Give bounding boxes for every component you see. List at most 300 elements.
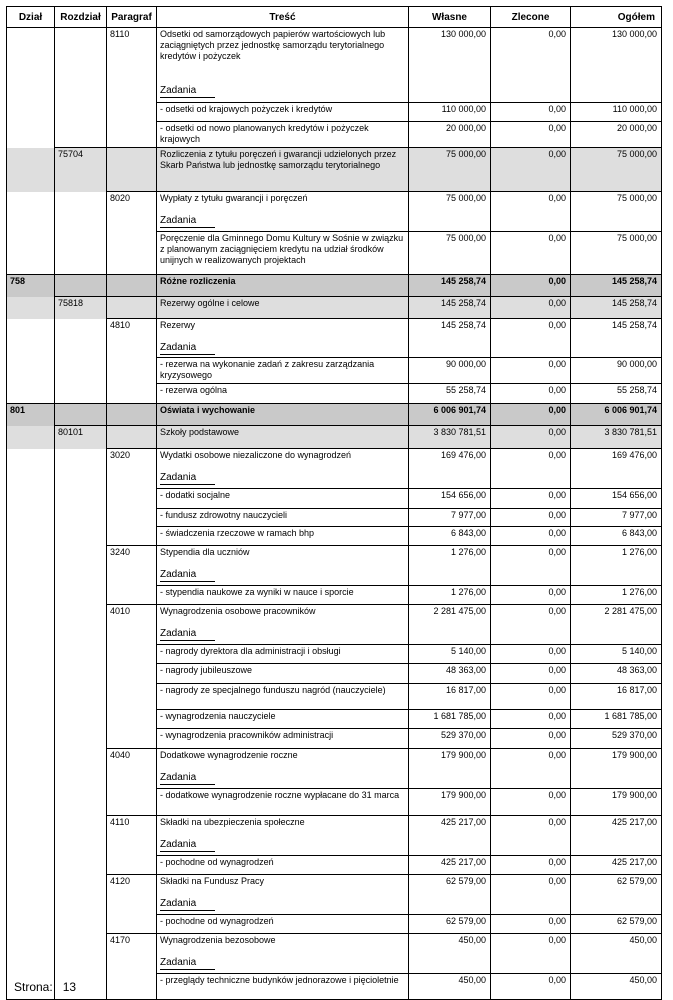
cell-dzial — [7, 319, 55, 341]
cell-paragraf — [107, 358, 157, 384]
cell-paragraf — [107, 789, 157, 816]
cell-tresc: - przeglądy techniczne budynków jednorazowe i pięcioletnie — [157, 974, 409, 1000]
cell-paragraf — [107, 232, 157, 275]
cell-zlecone: 0,00 — [491, 28, 571, 84]
cell-ogolem: 154 656,00 — [571, 489, 662, 509]
table-row — [7, 838, 662, 856]
cell-ogolem: 1 276,00 — [571, 586, 662, 605]
table-row — [7, 232, 662, 275]
cell-dzial — [7, 771, 55, 789]
cell-zlecone: 0,00 — [491, 974, 571, 1000]
cell-rozdzial — [55, 838, 107, 856]
cell-rozdzial — [55, 897, 107, 915]
cell-zlecone: 0,00 — [491, 729, 571, 749]
cell-dzial — [7, 627, 55, 645]
cell-dzial — [7, 471, 55, 489]
cell-ogolem: 7 977,00 — [571, 509, 662, 527]
cell-dzial: 801 — [7, 404, 55, 426]
table-row — [7, 28, 662, 84]
cell-rozdzial — [55, 28, 107, 84]
cell-zlecone: 0,00 — [491, 710, 571, 729]
table-row — [7, 489, 662, 509]
cell-ogolem: 75 000,00 — [571, 232, 662, 275]
cell-wlasne — [409, 341, 491, 358]
cell-wlasne: 145 258,74 — [409, 297, 491, 319]
cell-paragraf — [107, 404, 157, 426]
cell-tresc — [157, 568, 409, 586]
cell-wlasne: 425 217,00 — [409, 856, 491, 875]
cell-dzial — [7, 934, 55, 956]
cell-wlasne: 75 000,00 — [409, 148, 491, 192]
cell-paragraf — [107, 509, 157, 527]
table-header-row — [7, 7, 662, 28]
table-row — [7, 404, 662, 426]
cell-wlasne: 6 006 901,74 — [409, 404, 491, 426]
cell-rozdzial — [55, 232, 107, 275]
table-row — [7, 934, 662, 956]
cell-rozdzial — [55, 875, 107, 897]
cell-zlecone — [491, 568, 571, 586]
cell-paragraf — [107, 956, 157, 974]
cell-rozdzial — [55, 789, 107, 816]
cell-dzial — [7, 449, 55, 471]
cell-wlasne: 5 140,00 — [409, 645, 491, 664]
table-row — [7, 816, 662, 838]
cell-tresc: - dodatkowe wynagrodzenie roczne wypłacane do 31 marca — [157, 789, 409, 816]
table-row — [7, 297, 662, 319]
cell-wlasne — [409, 471, 491, 489]
col-header-tresc: Treść — [157, 7, 409, 28]
cell-dzial — [7, 509, 55, 527]
cell-paragraf — [107, 384, 157, 404]
cell-rozdzial — [55, 627, 107, 645]
table-row — [7, 527, 662, 546]
cell-dzial — [7, 148, 55, 192]
cell-tresc: Wynagrodzenia osobowe pracowników — [157, 605, 409, 627]
cell-wlasne: 179 900,00 — [409, 789, 491, 816]
cell-ogolem: 145 258,74 — [571, 297, 662, 319]
cell-zlecone: 0,00 — [491, 384, 571, 404]
cell-tresc: Dodatkowe wynagrodzenie roczne — [157, 749, 409, 771]
cell-zlecone — [491, 214, 571, 232]
cell-paragraf — [107, 897, 157, 915]
cell-paragraf — [107, 974, 157, 1000]
cell-ogolem: 3 830 781,51 — [571, 426, 662, 449]
cell-zlecone: 0,00 — [491, 856, 571, 875]
table-row — [7, 789, 662, 816]
cell-ogolem: 6 006 901,74 — [571, 404, 662, 426]
cell-paragraf — [107, 214, 157, 232]
cell-zlecone: 0,00 — [491, 192, 571, 214]
cell-zlecone: 0,00 — [491, 358, 571, 384]
col-header-ogolem: Ogółem — [571, 7, 662, 28]
cell-ogolem: 75 000,00 — [571, 148, 662, 192]
cell-rozdzial — [55, 645, 107, 664]
cell-dzial — [7, 915, 55, 934]
col-header-dzial: Dział — [7, 7, 55, 28]
cell-tresc: Wydatki osobowe niezaliczone do wynagrodzeń — [157, 449, 409, 471]
cell-paragraf: 8020 — [107, 192, 157, 214]
table-row — [7, 449, 662, 471]
cell-rozdzial — [55, 358, 107, 384]
table-row — [7, 710, 662, 729]
cell-dzial — [7, 568, 55, 586]
cell-tresc: Rezerwy — [157, 319, 409, 341]
cell-zlecone: 0,00 — [491, 664, 571, 684]
cell-wlasne — [409, 956, 491, 974]
table-row — [7, 214, 662, 232]
cell-ogolem — [571, 956, 662, 974]
cell-zlecone: 0,00 — [491, 232, 571, 275]
cell-rozdzial — [55, 568, 107, 586]
cell-paragraf — [107, 527, 157, 546]
table-row — [7, 956, 662, 974]
cell-zlecone: 0,00 — [491, 148, 571, 192]
cell-paragraf — [107, 426, 157, 449]
cell-paragraf — [107, 838, 157, 856]
cell-paragraf: 4810 — [107, 319, 157, 341]
cell-rozdzial — [55, 103, 107, 122]
cell-tresc: - dodatki socjalne — [157, 489, 409, 509]
cell-rozdzial — [55, 956, 107, 974]
cell-rozdzial — [55, 384, 107, 404]
cell-tresc — [157, 627, 409, 645]
cell-rozdzial — [55, 275, 107, 297]
page-label: Strona: — [14, 980, 53, 994]
cell-tresc — [157, 897, 409, 915]
cell-ogolem: 110 000,00 — [571, 103, 662, 122]
cell-wlasne — [409, 214, 491, 232]
cell-rozdzial — [55, 586, 107, 605]
cell-dzial — [7, 489, 55, 509]
table-row — [7, 915, 662, 934]
cell-paragraf: 3240 — [107, 546, 157, 568]
table-row — [7, 384, 662, 404]
cell-rozdzial — [55, 471, 107, 489]
cell-zlecone: 0,00 — [491, 103, 571, 122]
cell-rozdzial — [55, 816, 107, 838]
cell-wlasne: 179 900,00 — [409, 749, 491, 771]
cell-tresc — [157, 341, 409, 358]
cell-paragraf — [107, 684, 157, 710]
cell-ogolem — [571, 341, 662, 358]
col-header-rozdzial: Rozdział — [55, 7, 107, 28]
cell-ogolem: 2 281 475,00 — [571, 605, 662, 627]
cell-tresc: Stypendia dla uczniów — [157, 546, 409, 568]
cell-tresc: Składki na Fundusz Pracy — [157, 875, 409, 897]
cell-zlecone: 0,00 — [491, 816, 571, 838]
cell-tresc: Składki na ubezpieczenia społeczne — [157, 816, 409, 838]
budget-table — [6, 6, 662, 1000]
zadania-label: Zadania — [160, 839, 215, 852]
zadania-label: Zadania — [160, 898, 215, 911]
cell-tresc — [157, 84, 409, 103]
cell-dzial — [7, 84, 55, 103]
cell-ogolem: 145 258,74 — [571, 319, 662, 341]
cell-wlasne — [409, 568, 491, 586]
cell-dzial — [7, 838, 55, 856]
cell-tresc — [157, 214, 409, 232]
cell-dzial — [7, 232, 55, 275]
cell-zlecone — [491, 84, 571, 103]
cell-tresc — [157, 771, 409, 789]
cell-ogolem — [571, 897, 662, 915]
cell-ogolem: 1 681 785,00 — [571, 710, 662, 729]
cell-paragraf — [107, 297, 157, 319]
cell-tresc: Wynagrodzenia bezosobowe — [157, 934, 409, 956]
cell-wlasne: 7 977,00 — [409, 509, 491, 527]
cell-tresc: Różne rozliczenia — [157, 275, 409, 297]
cell-dzial — [7, 710, 55, 729]
cell-rozdzial — [55, 684, 107, 710]
cell-tresc: Rozliczenia z tytułu poręczeń i gwarancji udzielonych przez Skarb Państwa lub jednostkę samorządu terytorialnego — [157, 148, 409, 192]
cell-zlecone: 0,00 — [491, 749, 571, 771]
table-row — [7, 645, 662, 664]
cell-ogolem — [571, 471, 662, 489]
cell-dzial: 758 — [7, 275, 55, 297]
cell-wlasne: 1 681 785,00 — [409, 710, 491, 729]
cell-tresc: Wypłaty z tytułu gwarancji i poręczeń — [157, 192, 409, 214]
cell-wlasne: 145 258,74 — [409, 319, 491, 341]
cell-rozdzial — [55, 527, 107, 546]
cell-dzial — [7, 297, 55, 319]
cell-zlecone: 0,00 — [491, 789, 571, 816]
table-row — [7, 627, 662, 645]
cell-wlasne: 110 000,00 — [409, 103, 491, 122]
table-row — [7, 103, 662, 122]
table-row — [7, 426, 662, 449]
cell-rozdzial — [55, 214, 107, 232]
cell-ogolem: 179 900,00 — [571, 789, 662, 816]
cell-dzial — [7, 749, 55, 771]
cell-zlecone — [491, 956, 571, 974]
cell-dzial — [7, 426, 55, 449]
table-row — [7, 275, 662, 297]
cell-paragraf — [107, 710, 157, 729]
cell-rozdzial — [55, 710, 107, 729]
cell-wlasne: 55 258,74 — [409, 384, 491, 404]
cell-wlasne: 75 000,00 — [409, 232, 491, 275]
table-row — [7, 856, 662, 875]
cell-dzial — [7, 729, 55, 749]
zadania-label: Zadania — [160, 342, 215, 355]
cell-rozdzial — [55, 664, 107, 684]
cell-rozdzial — [55, 341, 107, 358]
table-row — [7, 122, 662, 148]
zadania-label: Zadania — [160, 215, 215, 228]
cell-rozdzial — [55, 771, 107, 789]
table-row — [7, 729, 662, 749]
zadania-label: Zadania — [160, 85, 215, 98]
cell-ogolem — [571, 838, 662, 856]
cell-zlecone — [491, 897, 571, 915]
table-row — [7, 341, 662, 358]
col-header-wlasne: Własne — [409, 7, 491, 28]
table-row — [7, 319, 662, 341]
cell-ogolem: 450,00 — [571, 934, 662, 956]
cell-wlasne: 1 276,00 — [409, 546, 491, 568]
cell-tresc: - odsetki od krajowych pożyczek i kredytów — [157, 103, 409, 122]
cell-zlecone: 0,00 — [491, 605, 571, 627]
cell-paragraf — [107, 771, 157, 789]
cell-paragraf — [107, 664, 157, 684]
table-row — [7, 875, 662, 897]
cell-zlecone: 0,00 — [491, 275, 571, 297]
table-row — [7, 148, 662, 192]
cell-wlasne: 3 830 781,51 — [409, 426, 491, 449]
cell-zlecone: 0,00 — [491, 122, 571, 148]
cell-tresc: Szkoły podstawowe — [157, 426, 409, 449]
table-row — [7, 974, 662, 1000]
cell-rozdzial — [55, 509, 107, 527]
cell-paragraf — [107, 856, 157, 875]
cell-wlasne: 450,00 — [409, 974, 491, 1000]
cell-wlasne: 48 363,00 — [409, 664, 491, 684]
cell-ogolem: 62 579,00 — [571, 875, 662, 897]
cell-ogolem: 425 217,00 — [571, 816, 662, 838]
cell-rozdzial — [55, 729, 107, 749]
cell-dzial — [7, 358, 55, 384]
cell-wlasne: 425 217,00 — [409, 816, 491, 838]
table-row — [7, 749, 662, 771]
zadania-label: Zadania — [160, 569, 215, 582]
cell-ogolem: 20 000,00 — [571, 122, 662, 148]
cell-wlasne: 154 656,00 — [409, 489, 491, 509]
cell-zlecone: 0,00 — [491, 875, 571, 897]
cell-wlasne — [409, 897, 491, 915]
table-row — [7, 771, 662, 789]
cell-zlecone: 0,00 — [491, 915, 571, 934]
cell-dzial — [7, 875, 55, 897]
cell-tresc: - pochodne od wynagrodzeń — [157, 856, 409, 875]
cell-zlecone: 0,00 — [491, 489, 571, 509]
cell-paragraf — [107, 729, 157, 749]
cell-rozdzial — [55, 915, 107, 934]
cell-tresc: - nagrody ze specjalnego funduszu nagród (nauczyciele) — [157, 684, 409, 710]
cell-dzial — [7, 816, 55, 838]
cell-paragraf: 3020 — [107, 449, 157, 471]
cell-wlasne: 450,00 — [409, 934, 491, 956]
cell-tresc: - stypendia naukowe za wyniki w nauce i sporcie — [157, 586, 409, 605]
cell-ogolem: 48 363,00 — [571, 664, 662, 684]
cell-wlasne: 75 000,00 — [409, 192, 491, 214]
cell-paragraf — [107, 489, 157, 509]
zadania-label: Zadania — [160, 957, 215, 970]
table-row — [7, 509, 662, 527]
zadania-label: Zadania — [160, 472, 215, 485]
cell-tresc: - pochodne od wynagrodzeń — [157, 915, 409, 934]
cell-zlecone: 0,00 — [491, 645, 571, 664]
cell-ogolem: 62 579,00 — [571, 915, 662, 934]
cell-ogolem: 75 000,00 — [571, 192, 662, 214]
zadania-label: Zadania — [160, 628, 215, 641]
cell-wlasne: 130 000,00 — [409, 28, 491, 84]
cell-wlasne: 529 370,00 — [409, 729, 491, 749]
cell-rozdzial — [55, 84, 107, 103]
cell-paragraf — [107, 275, 157, 297]
cell-ogolem: 5 140,00 — [571, 645, 662, 664]
cell-ogolem: 90 000,00 — [571, 358, 662, 384]
cell-ogolem — [571, 214, 662, 232]
cell-dzial — [7, 645, 55, 664]
cell-tresc: - wynagrodzenia pracowników administracji — [157, 729, 409, 749]
cell-ogolem: 179 900,00 — [571, 749, 662, 771]
cell-dzial — [7, 527, 55, 546]
cell-tresc: - fundusz zdrowotny nauczycieli — [157, 509, 409, 527]
cell-tresc: - wynagrodzenia nauczyciele — [157, 710, 409, 729]
cell-dzial — [7, 605, 55, 627]
table-row — [7, 897, 662, 915]
cell-ogolem: 6 843,00 — [571, 527, 662, 546]
cell-paragraf: 8110 — [107, 28, 157, 84]
cell-ogolem: 169 476,00 — [571, 449, 662, 471]
cell-paragraf — [107, 915, 157, 934]
cell-dzial — [7, 546, 55, 568]
cell-dzial — [7, 384, 55, 404]
cell-paragraf: 4110 — [107, 816, 157, 838]
cell-tresc: - świadczenia rzeczowe w ramach bhp — [157, 527, 409, 546]
page-number: 13 — [62, 980, 77, 994]
table-row — [7, 546, 662, 568]
cell-tresc — [157, 956, 409, 974]
cell-zlecone: 0,00 — [491, 586, 571, 605]
cell-rozdzial — [55, 319, 107, 341]
cell-wlasne: 20 000,00 — [409, 122, 491, 148]
cell-dzial — [7, 684, 55, 710]
cell-ogolem: 16 817,00 — [571, 684, 662, 710]
cell-zlecone — [491, 771, 571, 789]
cell-dzial — [7, 103, 55, 122]
cell-wlasne: 90 000,00 — [409, 358, 491, 384]
cell-rozdzial — [55, 605, 107, 627]
cell-ogolem: 130 000,00 — [571, 28, 662, 84]
cell-paragraf — [107, 103, 157, 122]
cell-wlasne: 62 579,00 — [409, 875, 491, 897]
table-row — [7, 358, 662, 384]
cell-paragraf: 4120 — [107, 875, 157, 897]
cell-paragraf: 4010 — [107, 605, 157, 627]
page-footer — [14, 980, 76, 994]
cell-wlasne: 62 579,00 — [409, 915, 491, 934]
cell-rozdzial — [55, 404, 107, 426]
cell-ogolem — [571, 771, 662, 789]
cell-zlecone: 0,00 — [491, 527, 571, 546]
cell-wlasne: 1 276,00 — [409, 586, 491, 605]
cell-tresc — [157, 471, 409, 489]
cell-zlecone: 0,00 — [491, 404, 571, 426]
cell-rozdzial — [55, 856, 107, 875]
cell-wlasne: 6 843,00 — [409, 527, 491, 546]
cell-paragraf — [107, 341, 157, 358]
cell-dzial — [7, 789, 55, 816]
cell-zlecone: 0,00 — [491, 546, 571, 568]
cell-dzial — [7, 897, 55, 915]
cell-paragraf — [107, 645, 157, 664]
cell-zlecone: 0,00 — [491, 297, 571, 319]
cell-ogolem: 1 276,00 — [571, 546, 662, 568]
cell-dzial — [7, 28, 55, 84]
cell-paragraf — [107, 586, 157, 605]
table-row — [7, 664, 662, 684]
cell-zlecone: 0,00 — [491, 934, 571, 956]
cell-tresc: Poręczenie dla Gminnego Domu Kultury w Sośnie w związku z planowanym zaciągnięciem kredytu na udział środków unijnych w realizowanych projektach — [157, 232, 409, 275]
cell-ogolem — [571, 84, 662, 103]
cell-rozdzial: 75704 — [55, 148, 107, 192]
cell-zlecone — [491, 471, 571, 489]
cell-wlasne: 16 817,00 — [409, 684, 491, 710]
cell-rozdzial: 75818 — [55, 297, 107, 319]
cell-ogolem: 145 258,74 — [571, 275, 662, 297]
